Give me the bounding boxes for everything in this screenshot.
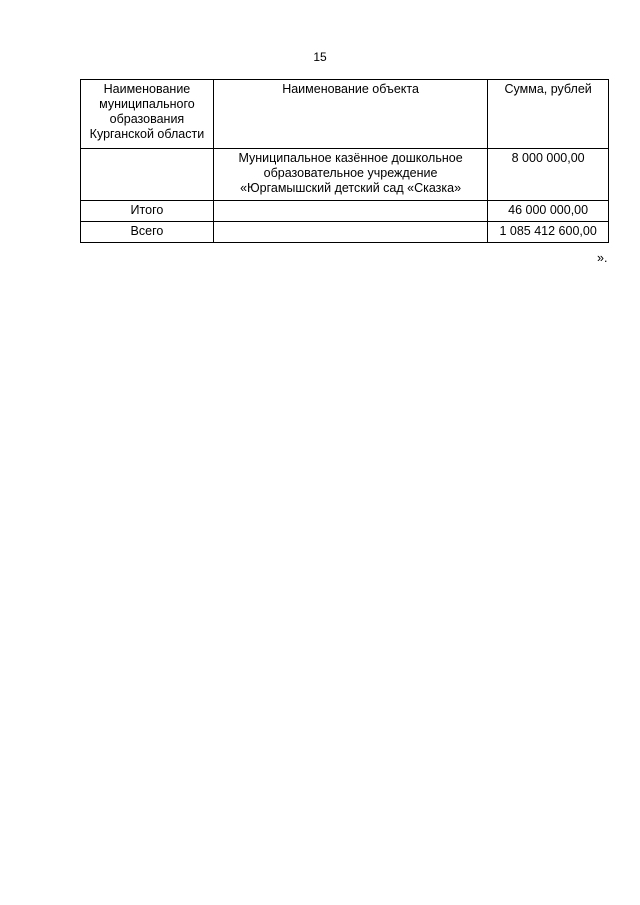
closing-quote-mark: ». xyxy=(597,251,608,265)
cell-amount: 8 000 000,00 xyxy=(488,149,609,201)
cell-object: Муниципальное казённое дошкольное образовательное учреждение «Юргамышский детский сад «Сказка» xyxy=(213,149,487,201)
subtotal-amount: 46 000 000,00 xyxy=(488,201,609,222)
page-number: 15 xyxy=(313,50,327,64)
subtotal-row xyxy=(81,201,609,222)
subtotal-object xyxy=(213,201,487,222)
grand-total-amount: 1 085 412 600,00 xyxy=(488,222,609,243)
table-row xyxy=(81,149,609,201)
subtotal-label: Итого xyxy=(81,201,214,222)
allocation-table xyxy=(80,79,609,243)
grand-total-label: Всего xyxy=(81,222,214,243)
header-amount: Сумма, рублей xyxy=(488,80,609,149)
table-header-row xyxy=(81,80,609,149)
header-object: Наименование объекта xyxy=(213,80,487,149)
grand-total-object xyxy=(213,222,487,243)
cell-municipality xyxy=(81,149,214,201)
header-municipality: Наименование муниципального образования Курганской области xyxy=(81,80,214,149)
grand-total-row xyxy=(81,222,609,243)
